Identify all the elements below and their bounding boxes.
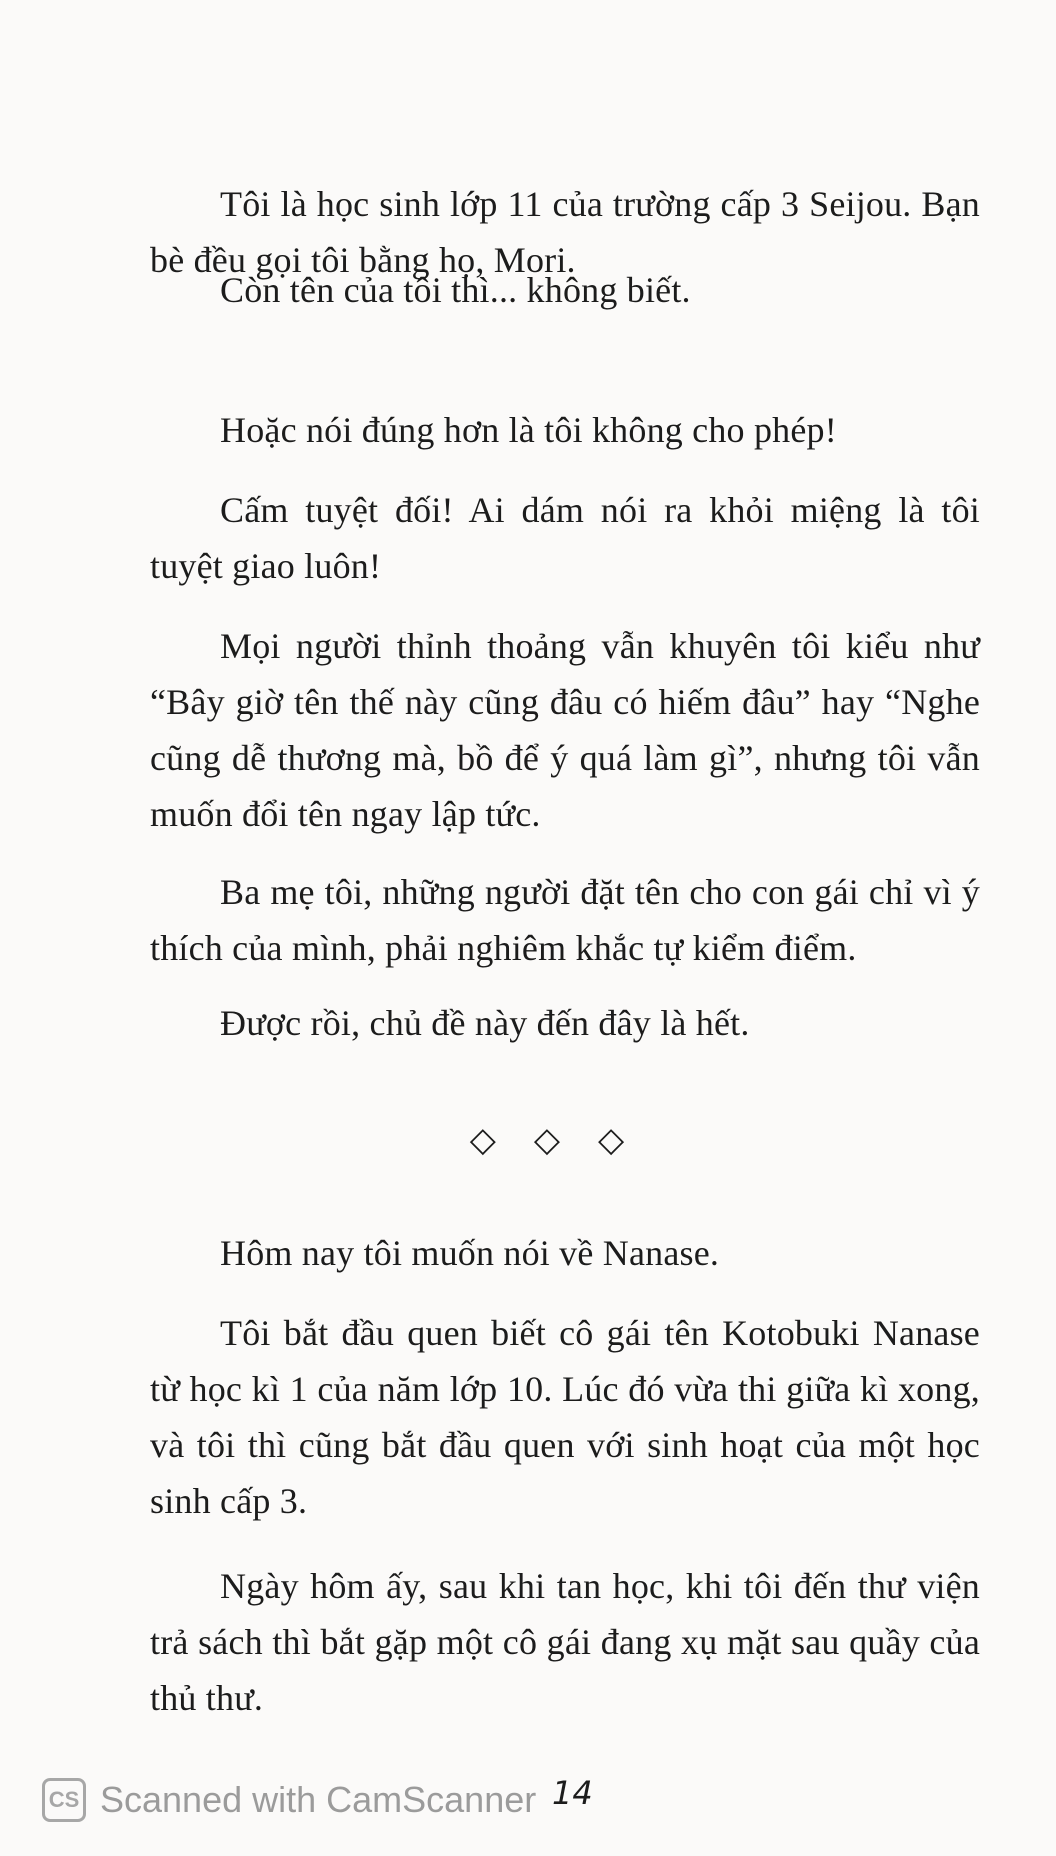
paragraph-2: Còn tên của tôi thì... không biết. xyxy=(220,270,691,310)
watermark-text: Scanned with CamScanner xyxy=(100,1779,537,1820)
section-separator: ◇◇◇ xyxy=(469,1120,663,1160)
paragraph-6: Ba mẹ tôi, những người đặt tên cho con gái chỉ vì ý thích của mình, phải nghiêm khắc tự kiểm điểm. xyxy=(150,872,980,968)
paragraph-10: Ngày hôm ấy, sau khi tan học, khi tôi đến thư viện trả sách thì bắt gặp một cô gái đang xụ mặt sau quầy của thủ thư. xyxy=(150,1566,980,1718)
paragraph-9: Tôi bắt đầu quen biết cô gái tên Kotobuki Nanase từ học kì 1 của năm lớp 10. Lúc đó vừa thi giữa kì xong, và tôi thì cũng bắt đầu quen với sinh hoạt của một học sinh cấp 3. xyxy=(150,1313,980,1521)
page-number: 14 xyxy=(552,1774,593,1812)
paragraph-8: Hôm nay tôi muốn nói về Nanase. xyxy=(220,1233,720,1273)
paragraph-5: Mọi người thỉnh thoảng vẫn khuyên tôi kiểu như “Bây giờ tên thế này cũng đâu có hiếm đâu” hay “Nghe cũng dễ thương mà, bồ để ý quá làm gì”, nhưng tôi vẫn muốn đổi tên ngay lập tức. xyxy=(150,626,980,834)
paragraph-1: Tôi là học sinh lớp 11 của trường cấp 3 Seijou. Bạn bè đều gọi tôi bằng họ, Mori. xyxy=(150,184,980,280)
paragraph-7: Được rồi, chủ đề này đến đây là hết. xyxy=(220,1003,750,1043)
paragraph-3: Hoặc nói đúng hơn là tôi không cho phép! xyxy=(220,410,837,450)
paragraph-4: Cấm tuyệt đối! Ai dám nói ra khỏi miệng là tôi tuyệt giao luôn! xyxy=(150,490,980,586)
camscanner-logo-icon: CS xyxy=(42,1778,86,1822)
camscanner-watermark xyxy=(42,1774,536,1826)
